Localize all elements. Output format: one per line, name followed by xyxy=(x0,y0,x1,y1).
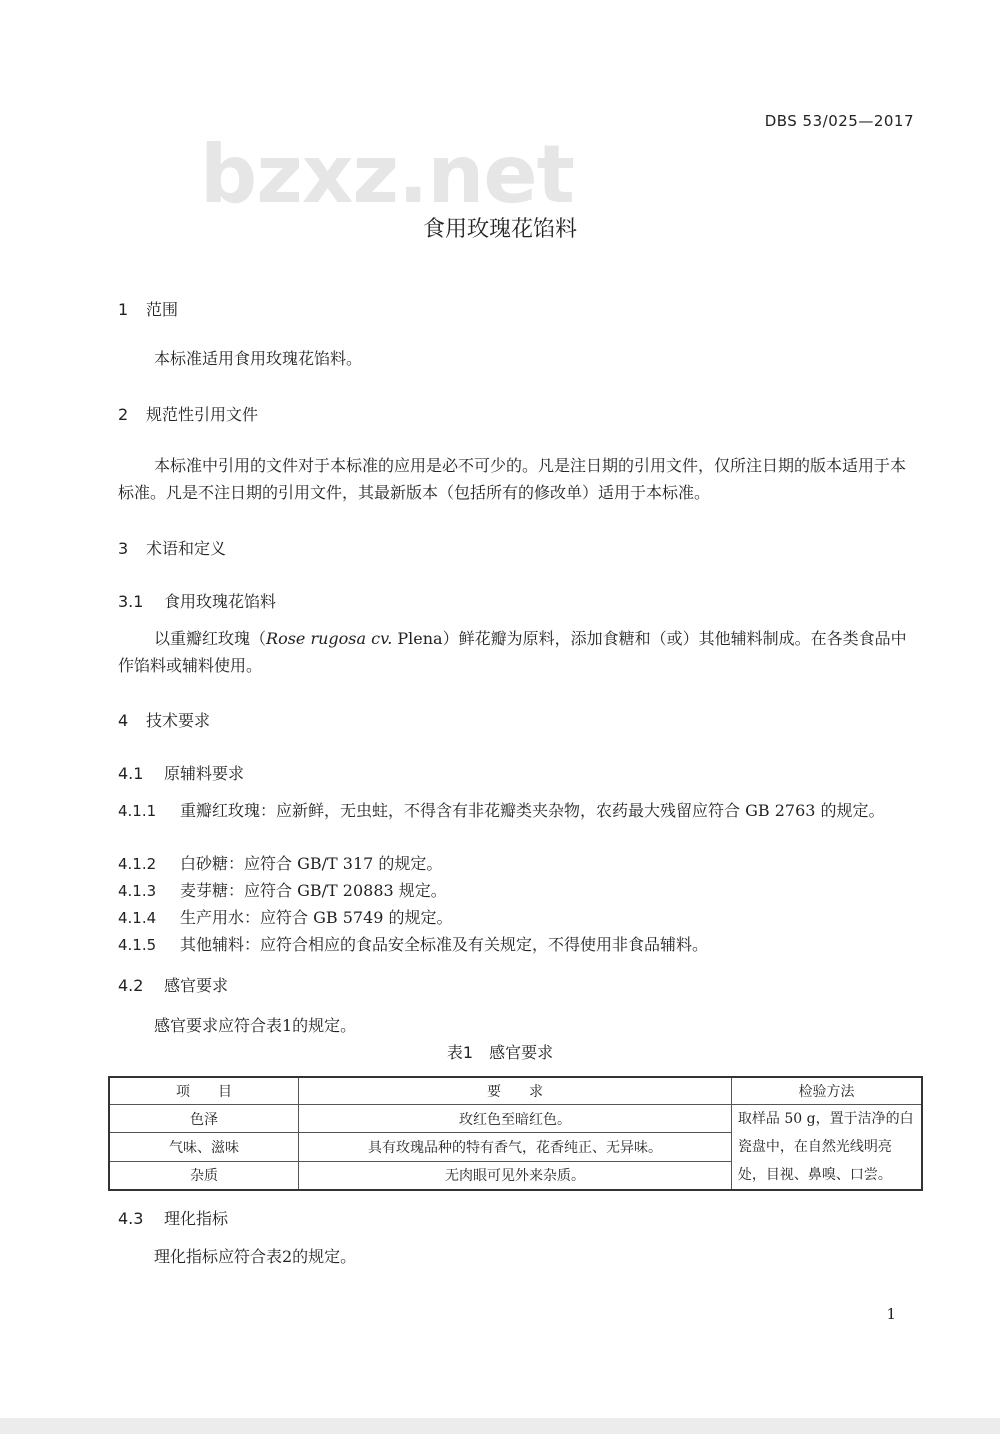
section-3-heading xyxy=(118,536,226,559)
standard-number: DBS 53/025—2017 xyxy=(764,112,914,130)
watermark: bzxz.net xyxy=(200,128,574,221)
section-4-2-text: 感官要求应符合表1的规定。 xyxy=(154,1016,357,1035)
table-1-caption: 表1 感官要求 xyxy=(446,1043,554,1062)
list-item-4-1-1 xyxy=(118,797,915,825)
table-cell-method: 取样品 50 g，置于洁净的白瓷盘中，在自然光线明亮处，目视、鼻嗅、口尝。 xyxy=(731,1105,922,1191)
section-number: 4.1 xyxy=(118,764,144,783)
section-title: 食用玫瑰花馅料 xyxy=(164,592,277,611)
section-4-2-heading xyxy=(118,973,228,996)
table-cell-requirement: 具有玫瑰品种的特有香气，花香纯正、无异味。 xyxy=(299,1133,732,1161)
section-title: 术语和定义 xyxy=(146,539,227,558)
list-item-4-1-2 xyxy=(118,851,442,874)
definition-text-a: 以重瓣红玫瑰（ xyxy=(154,629,267,648)
item-number: 4.1.1 xyxy=(118,802,157,820)
table-cell-requirement: 无肉眼可见外来杂质。 xyxy=(299,1161,732,1190)
table-header-row xyxy=(109,1077,922,1105)
definition-text-b: Plena）鲜花瓣为原料，添加食糖和（或）其他辅料制成。在各类食品中作馅料或辅料使用。 xyxy=(118,629,907,675)
sensory-requirements-table xyxy=(108,1076,923,1191)
section-3-1-heading xyxy=(118,589,276,612)
section-number: 3 xyxy=(118,539,129,558)
section-title: 理化指标 xyxy=(164,1209,229,1228)
section-2-heading xyxy=(118,402,258,425)
section-4-3-heading xyxy=(118,1206,228,1229)
column-header-method: 检验方法 xyxy=(731,1077,922,1105)
section-number: 4.3 xyxy=(118,1209,144,1228)
page-number: 1 xyxy=(886,1305,896,1323)
bottom-scroll-bar xyxy=(0,1418,1000,1434)
section-3-1-text xyxy=(118,625,915,679)
section-number: 1 xyxy=(118,300,129,319)
section-2-text: 本标准中引用的文件对于本标准的应用是必不可少的。凡是注日期的引用文件，仅所注日期的版本适用于本标准。凡是不注日期的引用文件，其最新版本（包括所有的修改单）适用于本标准。 xyxy=(118,456,907,502)
section-title: 原辅料要求 xyxy=(164,764,245,783)
section-number: 4 xyxy=(118,711,129,730)
item-number: 4.1.2 xyxy=(118,855,157,873)
section-title: 感官要求 xyxy=(164,976,229,995)
section-number: 2 xyxy=(118,405,129,424)
list-item-4-1-4 xyxy=(118,905,453,928)
section-4-3-text: 理化指标应符合表2的规定。 xyxy=(154,1247,357,1266)
item-number: 4.1.5 xyxy=(118,936,157,954)
item-text: 重瓣红玫瑰：应新鲜，无虫蛀，不得含有非花瓣类夹杂物，农药最大残留应符合 GB 2763 的规定。 xyxy=(180,801,885,820)
section-title: 技术要求 xyxy=(146,711,211,730)
table-cell-item: 杂质 xyxy=(109,1161,299,1190)
table-cell-requirement: 玫红色至暗红色。 xyxy=(299,1105,732,1133)
column-header-item: 项 目 xyxy=(109,1077,299,1105)
item-text: 麦芽糖：应符合 GB/T 20883 规定。 xyxy=(180,881,447,900)
item-text: 其他辅料：应符合相应的食品安全标准及有关规定，不得使用非食品辅料。 xyxy=(180,935,709,954)
item-text: 白砂糖：应符合 GB/T 317 的规定。 xyxy=(180,854,443,873)
list-item-4-1-5 xyxy=(118,932,708,955)
document-title: 食用玫瑰花馅料 xyxy=(422,217,577,242)
table-cell-item: 气味、滋味 xyxy=(109,1133,299,1161)
section-4-1-heading xyxy=(118,761,244,784)
latin-name: Rose rugosa cv. xyxy=(266,629,393,648)
item-text: 生产用水：应符合 GB 5749 的规定。 xyxy=(180,908,453,927)
section-number: 4.2 xyxy=(118,976,144,995)
item-number: 4.1.3 xyxy=(118,882,157,900)
section-number: 3.1 xyxy=(118,592,144,611)
table-cell-item: 色泽 xyxy=(109,1105,299,1133)
section-1-heading xyxy=(118,297,178,320)
section-title: 规范性引用文件 xyxy=(146,405,259,424)
section-1-text: 本标准适用食用玫瑰花馅料。 xyxy=(154,349,363,368)
section-4-heading xyxy=(118,708,210,731)
table-row xyxy=(109,1105,922,1133)
column-header-requirement: 要 求 xyxy=(299,1077,732,1105)
item-number: 4.1.4 xyxy=(118,909,157,927)
section-title: 范围 xyxy=(146,300,179,319)
list-item-4-1-3 xyxy=(118,878,447,901)
